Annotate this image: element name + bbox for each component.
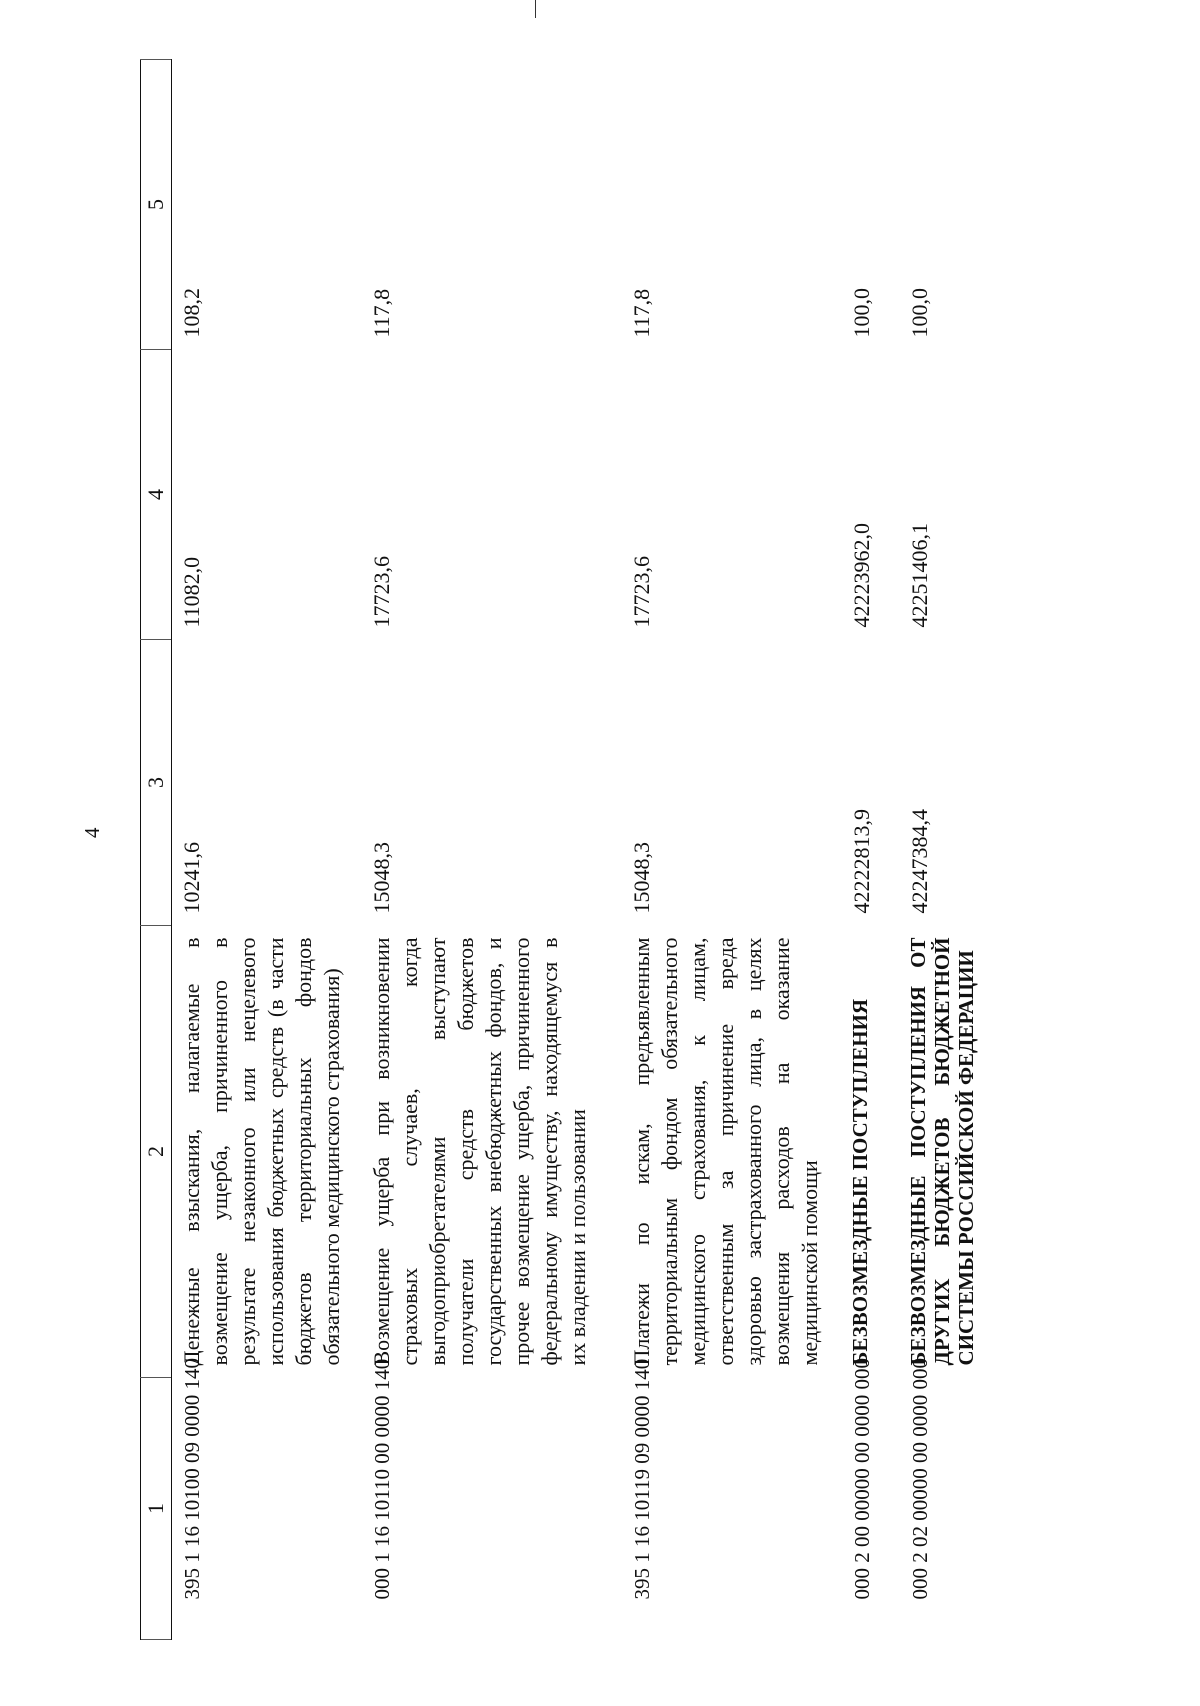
row-col5-value: 100,0 — [849, 288, 874, 338]
row-col5-value: 100,0 — [907, 288, 932, 338]
scan-edge-mark — [535, 0, 536, 18]
row-col3-value: 15048,3 — [369, 842, 394, 914]
header-col-2: 2 — [141, 926, 172, 1378]
row-description: Возмещение ущерба при возникновении страховых случаев, когда выгодоприобретателями выступают получатели средств бюджетов государственных внебюджетных фондов, и прочее возмещение ущерба, причиненного федеральному имуществу, находящемуся в их владении и пользовании — [369, 937, 590, 1366]
row-code: 395 1 16 10119 09 0000 140 — [630, 1358, 654, 1600]
row-col5-value: 117,8 — [369, 288, 394, 338]
row-description: БЕЗВОЗМЕЗДНЫЕ ПОСТУПЛЕНИЯ ОТ ДРУГИХ БЮДЖЕТОВ БЮДЖЕТНОЙ СИСТЕМЫ РОССИЙСКОЙ ФЕДЕРАЦИИ — [906, 937, 978, 1366]
row-col4-value: 42223962,0 — [849, 523, 874, 628]
row-description: Денежные взыскания, налагаемые в возмещение ущерба, причиненного в результате незаконного или нецелевого использования бюджетных средств (в части бюджетов территориальных фондов обязательного медицинского страхования) — [179, 937, 344, 1366]
row-col4-value: 42251406,1 — [907, 523, 932, 628]
row-col3-value: 42222813,9 — [849, 809, 874, 914]
row-description: БЕЗВОЗМЕЗДНЫЕ ПОСТУПЛЕНИЯ — [848, 998, 872, 1366]
header-col-3: 3 — [141, 640, 172, 926]
rotated-table-container — [140, 60, 1040, 1640]
page-number: 4 — [80, 827, 104, 838]
header-col-1: 1 — [141, 1378, 172, 1640]
row-col5-value: 117,8 — [629, 288, 654, 338]
row-description: Платежи по искам, предъявленным территориальным фондом обязательного медицинского страхования, к лицам, ответственным за причинение вреда здоровью застрахованного лица, в целях возмещения расходов на оказание медицинской помощи — [629, 937, 822, 1366]
table-row — [362, 60, 622, 1640]
row-col4-value: 17723,6 — [369, 556, 394, 628]
header-col-4: 4 — [141, 350, 172, 640]
row-col3-value: 42247384,4 — [907, 809, 932, 914]
row-code: 000 2 02 00000 00 0000 000 — [908, 1358, 932, 1600]
row-code: 000 2 00 00000 00 0000 000 — [850, 1358, 874, 1600]
row-col4-value: 17723,6 — [629, 556, 654, 628]
row-col4-value: 11082,0 — [179, 556, 204, 628]
table-row — [622, 60, 842, 1640]
row-col5-value: 108,2 — [179, 288, 204, 338]
row-col3-value: 15048,3 — [629, 842, 654, 914]
header-row — [141, 60, 172, 1640]
table-row — [900, 60, 1000, 1640]
table-row — [172, 60, 363, 1640]
revenue-table — [140, 59, 1000, 1640]
table-row — [842, 60, 900, 1640]
header-col-5: 5 — [141, 60, 172, 350]
row-col3-value: 10241,6 — [179, 842, 204, 914]
row-code: 395 1 16 10100 09 0000 140 — [180, 1358, 204, 1600]
row-code: 000 1 16 10110 00 0000 140 — [370, 1358, 394, 1600]
